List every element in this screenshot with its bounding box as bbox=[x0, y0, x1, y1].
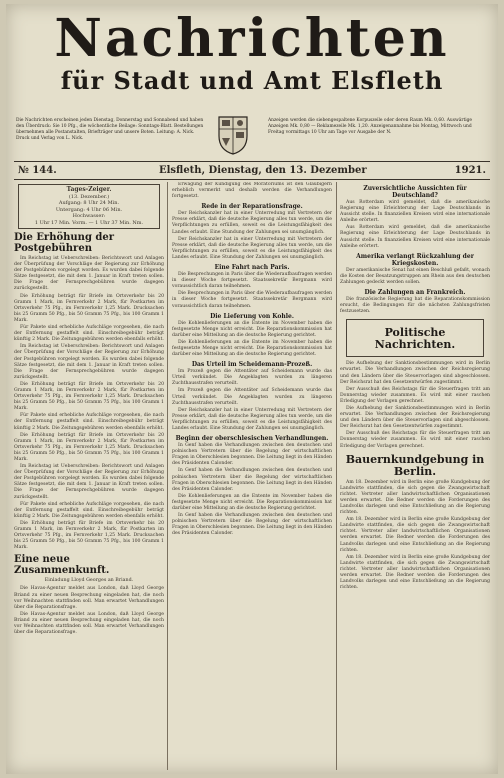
headline: Eine neue Zusammenkunft. bbox=[14, 554, 110, 577]
headline: Die Lieferung von Kohle. bbox=[210, 312, 294, 320]
article-paragraph: Der amerikanische Senat hat einen Beschluß gefaßt, wonach die Kosten der Besatzungstruppen am Rhein aus den deutschen Zahlungen gedeckt werden sollen. bbox=[340, 267, 490, 285]
article-paragraph: Die Erhöhung beträgt für Briefe im Ortsverkehr bis 20 Gramm 1 Mark, im Fernverkehr 2 Mark, für Postkarten im Ortsverkehr 75 Pfg., im Fernverkehr 1,25 Mark. Drucksachen bis 25 Gramm 50 Pfg., bis 50 Gramm 75 Pfg., bis 100 Gramm 1 Mark. bbox=[14, 432, 164, 462]
headline: Zuversichtliche Aussichten für Deutschland? bbox=[363, 185, 467, 199]
article-paragraph: Für Pakete sind erhebliche Aufschläge vorgesehen, die nach der Entfernung gestaffelt sind. Einschreibegebühr beträgt künftig 2 Mark. Die Zeitungsgebühren werden ebenfalls erhöht. bbox=[14, 413, 164, 431]
coat-of-arms-icon bbox=[216, 114, 250, 156]
article-paragraph: Der Reichskanzler hat in einer Unterredung mit Vertretern der Presse erklärt, daß die deutsche Regierung alles tun werde, um die Verpflichtungen zu erfüllen, soweit es die Leistungsfähigkeit des Landes erlaubt. Eine Stundung der Zahlungen sei unumgänglich. bbox=[172, 407, 332, 431]
section-box bbox=[346, 319, 484, 357]
article-paragraph: Die Aufhebung der Sanktionsbestimmungen wird in Berlin erwartet. Die Verhandlungen zwischen der Reichsregierung und den Ländern über die Steuervorlagen sind abgeschlossen. Der Reichsrat hat den Gesetzentwürfen zugestimmt. bbox=[340, 405, 490, 430]
article-paragraph: Die Kohlenlieferungen an die Entente im November haben die festgesetzte Menge nicht erreicht. Die Reparationskommission hat darüber eine Mitteilung an die deutsche Regierung gerichtet. bbox=[172, 339, 332, 358]
column-divider bbox=[167, 182, 168, 770]
article-paragraph: Im Reichstag ist Ueberschreiben: Berichtswort und Anlagen der Überprüfung der Vorschläge der Regierung zur Erhöhung der Postgebühren vorgelegt worden. Es wurden dabei folgende Sätze festgesetzt, die mit dem 1. Januar in Kraft treten sollen. Die Frage der Fernsprechgebühren wurde dagegen zurückgestellt. bbox=[14, 344, 164, 380]
article-paragraph: Der Ausschuß des Reichstags für die Steuerfragen tritt am Donnerstag wieder zusammen. Es wird mit einer raschen Erledigung der Vorlagen gerechnet. bbox=[340, 431, 490, 449]
box-line: Hochwasser: bbox=[72, 213, 106, 219]
box-line: Untergang: 4 Uhr 06 Min. bbox=[55, 206, 123, 213]
article-paragraph: In Genf haben die Verhandlungen zwischen den deutschen und polnischen Vertretern über die Regelung der wirtschaftlichen Fragen in Oberschlesien begonnen. Die Leitung liegt in den Händen des Präsidenten Calonder. bbox=[172, 468, 332, 492]
article-paragraph: Am 18. Dezember wird in Berlin eine große Kundgebung der Landwirte stattfinden, die sich gegen die Zwangswirtschaft richtet. Vertreter aller landwirtschaftlichen Organisationen werden erwartet. Die Redner werden die Forderungen des Landvolks darlegen und eine Entschließung an die Regierung richten. bbox=[340, 517, 490, 553]
article-paragraph: Die Erhöhung beträgt für Briefe im Ortsverkehr bis 20 Gramm 1 Mark, im Fernverkehr 2 Mark, für Postkarten im Ortsverkehr 75 Pfg., im Fernverkehr 1,25 Mark. Drucksachen bis 25 Gramm 50 Pfg., bis 50 Gramm 75 Pfg., bis 100 Gramm 1 Mark. bbox=[14, 293, 164, 323]
article-paragraph: Im Prozeß gegen die Attentäter auf Scheidemann wurde das Urteil verkündet. Die Angeklagten wurden zu längeren Zuchthausstrafen verurteilt. bbox=[172, 369, 332, 387]
subheadline: Einladung Lloyd Georges an Briand. bbox=[44, 578, 134, 584]
article-paragraph: Am 18. Dezember wird in Berlin eine große Kundgebung der Landwirte stattfinden, die sich gegen die Zwangswirtschaft richtet. Vertreter aller landwirtschaftlichen Organisationen werden erwartet. Die Redner werden die Forderungen des Landvolks darlegen und eine Entschließung an die Regierung richten. bbox=[340, 554, 490, 591]
article-paragraph: Die Kohlenlieferungen an die Entente im November haben die festgesetzte Menge nicht erreicht. Die Reparationskommission hat darüber eine Mitteilung an die deutsche Regierung gerichtet. bbox=[172, 320, 332, 338]
article-paragraph: Die französische Regierung hat die Reparationskommission ersucht, die Bedingungen für die nächsten Zahlungsfristen festzusetzen. bbox=[340, 297, 490, 315]
box-line: 1 Uhr 17 Min. Vorm. — 1 Uhr 37 Min. Nm. bbox=[34, 219, 144, 226]
divider bbox=[14, 161, 490, 162]
article-paragraph: Im Reichstag ist Ueberschreiben: Berichtswort und Anlagen der Überprüfung der Vorschläge der Regierung zur Erhöhung der Postgebühren vorgelegt worden. Es wurden dabei folgende Sätze festgesetzt, die mit dem 1. Januar in Kraft treten sollen. Die Frage der Fernsprechgebühren wurde dagegen zurückgestellt. bbox=[14, 464, 164, 500]
article-paragraph: Die Besprechungen in Paris über die Wiederaufbaufragen werden in dieser Woche fortgesetzt. Staatssekretär Bergmann wird voraussichtlich daran teilnehmen. bbox=[172, 272, 332, 290]
article-paragraph: Aus Rotterdam wird gemeldet, daß die amerikanische Regierung eine Erleichterung der Lage Deutschlands in Aussicht stelle. In finanziellen Kreisen wird eine internationale Anleihe erörtert. bbox=[340, 225, 490, 249]
article-paragraph: Der Reichskanzler hat in einer Unterredung mit Vertretern der Presse erklärt, daß die deutsche Regierung alles tun werde, um die Verpflichtungen zu erfüllen, soweit es die Leistungsfähigkeit des Landes erlaubt. Eine Stundung der Zahlungen sei unumgänglich. bbox=[172, 236, 332, 260]
headline: Amerika verlangt Rückzahlung der Kriegskosten. bbox=[356, 252, 474, 267]
article-paragraph: Die Havas-Agentur meldet aus London, daß Lloyd George Briand zu einer neuen Besprechung eingeladen hat, die noch vor Weihnachten stattfinden soll. Man erwartet Verhandlungen über die Reparationsfrage. bbox=[14, 611, 164, 636]
article-paragraph: Die Besprechungen in Paris über die Wiederaufbaufragen werden in dieser Woche fortgesetzt. Staatssekretär Bergmann wird voraussichtlich daran teilnehmen. bbox=[172, 291, 332, 309]
article-paragraph: Die Aufhebung der Sanktionsbestimmungen wird in Berlin erwartet. Die Verhandlungen zwischen der Reichsregierung und den Ländern über die Steuervorlagen sind abgeschlossen. Der Reichsrat hat den Gesetzentwürfen zugestimmt. bbox=[340, 361, 490, 385]
divider bbox=[14, 179, 490, 180]
section-title: Politische Nachrichten. bbox=[374, 326, 456, 352]
column-2 bbox=[172, 182, 332, 770]
issue-number: № 144. bbox=[18, 165, 57, 176]
issue-date: Elsfleth, Dienstag, den 13. Dezember bbox=[159, 165, 367, 176]
article-paragraph: Erwägung der Kündigung des Moratoriums ist den Gläubigern erheblich vermerkt und deshalb werden die Verhandlungen fortgesetzt. bbox=[172, 182, 332, 200]
article-paragraph: Für Pakete sind erhebliche Aufschläge vorgesehen, die nach der Entfernung gestaffelt sind. Einschreibegebühr beträgt künftig 2 Mark. Die Zeitungsgebühren werden ebenfalls erhöht. bbox=[14, 325, 164, 343]
article-paragraph: Die Erhöhung beträgt für Briefe im Ortsverkehr bis 20 Gramm 1 Mark, im Fernverkehr 2 Mark, für Postkarten im Ortsverkehr 75 Pfg., im Fernverkehr 1,25 Mark. Drucksachen bis 25 Gramm 50 Pfg., bis 50 Gramm 75 Pfg., bis 100 Gramm 1 Mark. bbox=[14, 520, 164, 551]
article-paragraph: Der Reichskanzler hat in einer Unterredung mit Vertretern der Presse erklärt, daß die deutsche Regierung alles tun werde, um die Verpflichtungen zu erfüllen, soweit es die Leistungsfähigkeit des Landes erlaubt. Eine Stundung der Zahlungen sei unumgänglich. bbox=[172, 211, 332, 235]
column-divider bbox=[336, 182, 337, 770]
newspaper-page bbox=[6, 4, 498, 774]
headline: Die Zahlungen an Frankreich. bbox=[364, 289, 466, 297]
article-paragraph: Der Ausschuß des Reichstags für die Steuerfragen tritt am Donnerstag wieder zusammen. Es wird mit einer raschen Erledigung der Vorlagen gerechnet. bbox=[340, 386, 490, 404]
article-paragraph: Aus Rotterdam wird gemeldet, daß die amerikanische Regierung eine Erleichterung der Lage Deutschlands in Aussicht stelle. In finanziellen Kreisen wird eine internationale Anleihe erörtert. bbox=[340, 200, 490, 224]
headline: Beginn der oberschlesischen Verhandlungen. bbox=[175, 435, 329, 443]
column-1 bbox=[14, 182, 164, 770]
article-paragraph: In Genf haben die Verhandlungen zwischen den deutschen und polnischen Vertretern über die Regelung der wirtschaftlichen Fragen in Oberschlesien begonnen. Die Leitung liegt in den Händen des Präsidenten Calonder. bbox=[172, 513, 332, 537]
headline: Das Urteil im Scheidemann-Prozeß. bbox=[191, 361, 313, 369]
article-paragraph: Die Havas-Agentur meldet aus London, daß Lloyd George Briand zu einer neuen Besprechung eingeladen hat, die noch vor Weihnachten stattfinden soll. Man erwartet Verhandlungen über die Reparationsfrage. bbox=[14, 586, 164, 610]
newspaper-title: Nachrichten bbox=[54, 8, 450, 69]
article-paragraph: Die Kohlenlieferungen an die Entente im November haben die festgesetzte Menge nicht erreicht. Die Reparationskommission hat darüber eine Mitteilung an die deutsche Regierung gerichtet. bbox=[172, 493, 332, 512]
subscription-note: Die Nachrichten erscheinen jeden Dienstag, Donnerstag und Sonnabend und haben den Überdruck: Sie 10 Pfg., die wöchentliche Beilage: Sonntags-Blatt. Bestellungen übernehmen alle Postanstalten, Briefträger und unsere Boten. Leitung: A. Nick. Druck und Verlag von L. Nick. bbox=[16, 118, 204, 141]
article-paragraph: Für Pakete sind erhebliche Aufschläge vorgesehen, die nach der Entfernung gestaffelt sind. Einschreibegebühr beträgt künftig 2 Mark. Die Zeitungsgebühren werden ebenfalls erhöht. bbox=[14, 501, 164, 519]
article-paragraph: Am 18. Dezember wird in Berlin eine große Kundgebung der Landwirte stattfinden, die sich gegen die Zwangswirtschaft richtet. Vertreter aller landwirtschaftlichen Organisationen werden erwartet. Die Redner werden die Forderungen des Landvolks darlegen und eine Entschließung an die Regierung richten. bbox=[340, 479, 490, 516]
article-paragraph: Im Reichstag ist Ueberschreiben: Berichtswort und Anlagen der Überprüfung der Vorschläge der Regierung zur Erhöhung der Postgebühren vorgelegt worden. Es wurden dabei folgende Sätze festgesetzt, die mit dem 1. Januar in Kraft treten sollen. Die Frage der Fernsprechgebühren wurde dagegen zurückgestellt. bbox=[14, 256, 164, 292]
article-paragraph: Im Prozeß gegen die Attentäter auf Scheidemann wurde das Urteil verkündet. Die Angeklagten wurden zu längeren Zuchthausstrafen verurteilt. bbox=[172, 388, 332, 406]
article-paragraph: In Genf haben die Verhandlungen zwischen den deutschen und polnischen Vertretern über die Regelung der wirtschaftlichen Fragen in Oberschlesien begonnen. Die Leitung liegt in den Händen des Präsidenten Calonder. bbox=[172, 443, 332, 467]
article-paragraph: Die Erhöhung beträgt für Briefe im Ortsverkehr bis 20 Gramm 1 Mark, im Fernverkehr 2 Mark, für Postkarten im Ortsverkehr 75 Pfg., im Fernverkehr 1,25 Mark. Drucksachen bis 25 Gramm 50 Pfg., bis 50 Gramm 75 Pfg., bis 100 Gramm 1 Mark. bbox=[14, 381, 164, 412]
headline: Rede in der Reparationsfrage. bbox=[201, 203, 303, 211]
masthead bbox=[6, 4, 498, 112]
box-line: (13. Dezember.) bbox=[68, 193, 110, 200]
issue-year: 1921. bbox=[454, 165, 486, 176]
advertising-note: Anzeigen werden die siebengespaltene Korpuszeile oder deren Raum Mk. 0,60. Auswärtige Anzeigen Mk. 0,80 — Reklamezeile Mk. 1,20. Anzeigenannahme bis Montag, Mittwoch und Freitag vormittags 10 Uhr am Tage vor Ausgabe der N. bbox=[268, 118, 473, 135]
newspaper-subtitle: für Stadt und Amt Elsfleth bbox=[60, 66, 444, 95]
column-3 bbox=[340, 182, 490, 770]
daily-pointer-box bbox=[18, 184, 160, 229]
headline: Die Erhöhung der Postgebühren bbox=[14, 232, 115, 254]
box-title: Tages-Zeiger. bbox=[66, 186, 112, 193]
headline: Eine Fahrt nach Paris. bbox=[214, 264, 290, 272]
headline: Bauernkundgebung in Berlin. bbox=[345, 452, 485, 478]
box-line: Aufgang: 8 Uhr 24 Min. bbox=[58, 200, 120, 206]
dateline bbox=[14, 164, 490, 178]
